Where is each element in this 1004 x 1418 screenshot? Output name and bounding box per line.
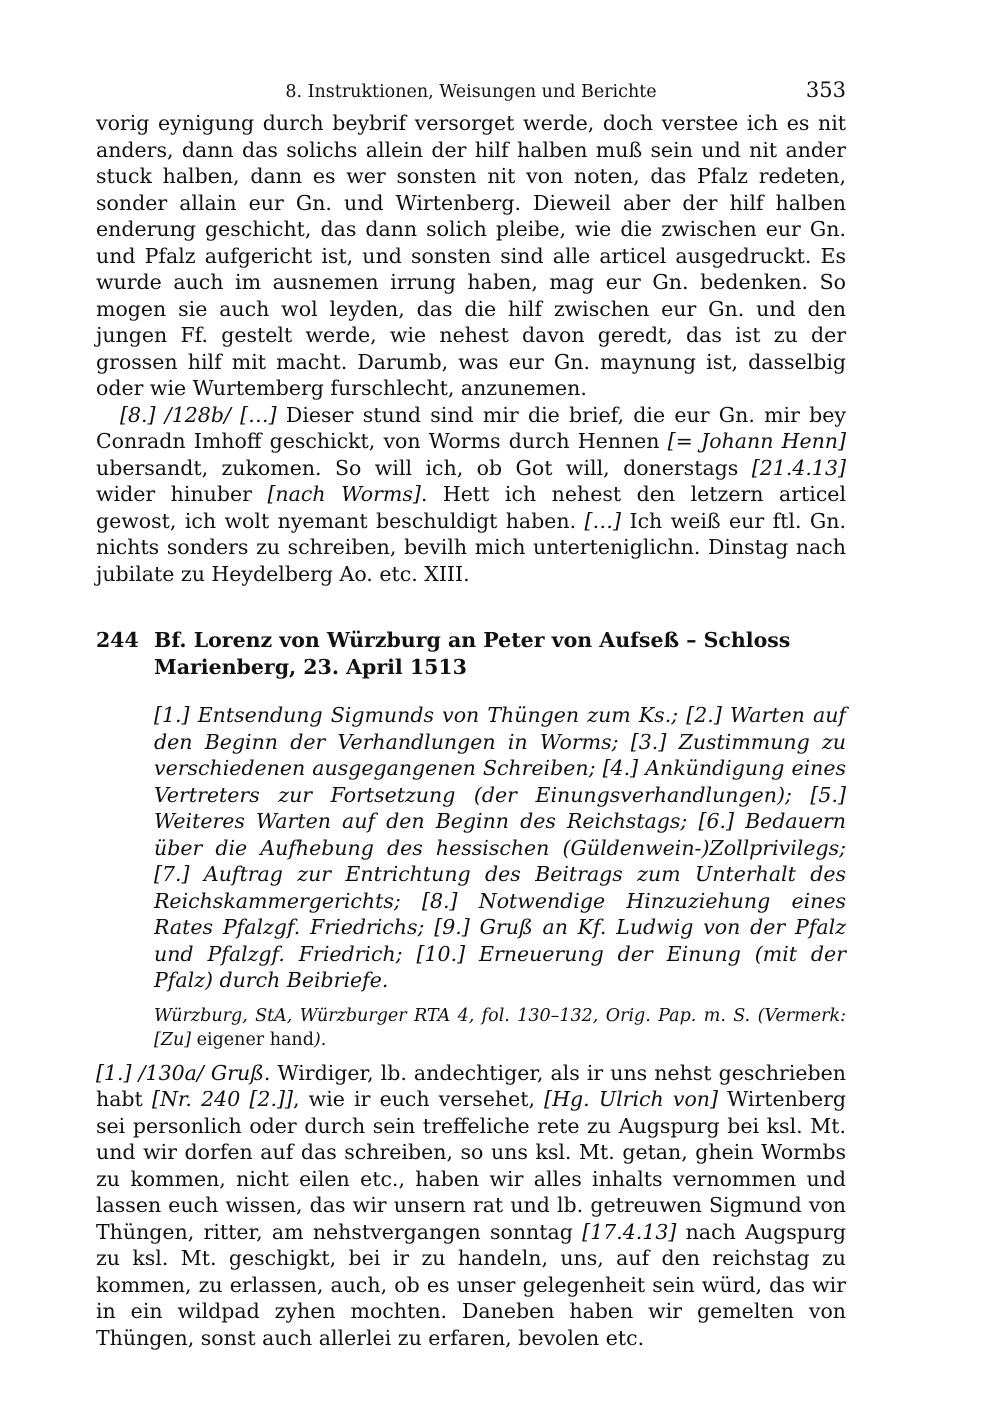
document-page [96,70,846,1351]
text-span: , wie ir euch versehet, [292,1087,545,1111]
source-text: Würzburg, StA, Würzburger RTA 4, fol. 130–132, Orig. Pap. m. S. (Vermerk: [Zu] [154,1005,846,1050]
document-heading [96,627,846,680]
omission-note: […] [584,508,622,533]
source-citation [154,1004,846,1052]
page-number: 353 [805,78,846,102]
continued-text [96,110,846,587]
document-text [96,1060,846,1352]
editorial-note: [= Johann Henn] [667,429,847,453]
regest-summary: [1.] Entsendung Sigmunds von Thüngen zum Ks.; [2.] Warten auf den Beginn der Verhandlungen in Worms; [3.] Zustimmung zu verschiedenen ausgegangenen Schreiben; [4.] Ankündigung eines Vertreters zur Fortsetzung (der Einungsverhandlungen); [5.] Weiteres Warten auf den Beginn des Reichstags; [6.] Bedauern über die Aufhebung des hessischen (Güldenwein-)Zollprivilegs; [7.] Auftrag zur Entrichtung des Beitrags zum Unterhalt des Reichskammergerichts; [8.] Notwendige Hinzuziehung eines Rates Pfalzgf. Friedrichs; [9.] Gruß an Kf. Ludwig von der Pfalz und Pfalzgf. Friedrich; [10.] Erneuerung der Einung (mit der Pfalz) durch Beibriefe. [154,703,846,992]
document-title: Bf. Lorenz von Würzburg an Peter von Aufseß – Schloss Marienberg, 23. April 1513 [154,628,791,679]
section-marker: [1.] /130a/ Gruß. [96,1060,271,1085]
text-span: Wirtenberg sei personlich oder durch sein treffeliche rete zu Augspurg bei ksl. Mt. und wir dorfen auf das schreiben, so uns ksl. Mt. getan, ghein Wormbs zu kommen, nicht eilen etc., haben wir alles inhalts vernommen und lassen euch wissen, das wir unsern rat und lb. getreuwen Sigmund von Thüngen, ritter, am nehstvergangen sonntag [96,1087,846,1244]
text-span: Ich weiß eur ftl. Gn. nichts sonders zu schreiben, bevilh mich unterteniglichn. Dinstag nach jubilate zu Heydelberg Ao. etc. XIII. [96,508,846,586]
text-span: Wirdiger, lb. andechtiger, als ir uns nehst geschrieben habt [96,1060,847,1111]
source-upright-text: eigener hand [196,1029,314,1050]
date-note: [17.4.13] [582,1219,677,1244]
section-marker: [8.] /128b/ […] [120,402,277,427]
text-span: nach Augspurg zu ksl. Mt. geschigkt, bei ir zu handeln, uns, auf den reichstag zu kommen, zu erlassen, auch, ob es unser gelegenheit sein würd, das wir in ein wildpad zyhen mochten. Daneben haben wir gemelten von Thüngen, sonst auch allerlei zu erfaren, bevolen etc. [96,1219,846,1350]
paragraph-continued: vorig eynigung durch beybrif versorget werde, doch verstee ich es nit anders, dann das solichs allein der hilf halben muß sein und nit ander stuck halben, dann es wer sonsten nit von noten, das Pfalz redeten, sonder allain eur Gn. und Wirtenberg. Dieweil aber der hilf halben enderung geschicht, das dann solich pleibe, wie die zwischen eur Gn. und Pfalz aufgericht ist, und sonsten sind alle articel ausgedruckt. Es wurde auch im ausnemen irrung haben, mag eur Gn. bedenken. So mogen sie auch wol leyden, das die hilf zwischen eur Gn. und den jungen Ff. gestelt werde, wie nehest davon geredt, das ist zu der grossen hilf mit macht. Darumb, was eur Gn. maynung ist, dasselbig oder wie Wurtemberg furschlecht, anzunemen. [96,111,846,400]
editorial-note: [Hg. Ulrich von] [544,1087,719,1111]
text-span: ubersandt, zukomen. So will ich, ob Got will, donerstags [96,455,752,480]
text-span: . Hett ich nehest den letzern articel gewost, ich wolt nyemant beschuldigt haben. [96,482,846,533]
date-note: [21.4.13] [751,455,846,480]
running-title: 8. Instruktionen, Weisungen und Berichte [285,82,657,102]
source-text-end: ). [313,1029,327,1050]
text-span: wider hinuber [96,482,268,506]
running-header [96,70,846,110]
text-span: Dieser stund sind mir die brief, die eur Gn. mir bey Conradn Imhoff geschickt, von Worms durch Hennen [96,402,846,453]
reference-note: [Nr. 240 [2.]] [151,1087,293,1111]
editorial-note: [nach Worms] [267,482,421,506]
paragraph-section-8 [96,402,846,588]
document-number: 244 [96,628,139,652]
